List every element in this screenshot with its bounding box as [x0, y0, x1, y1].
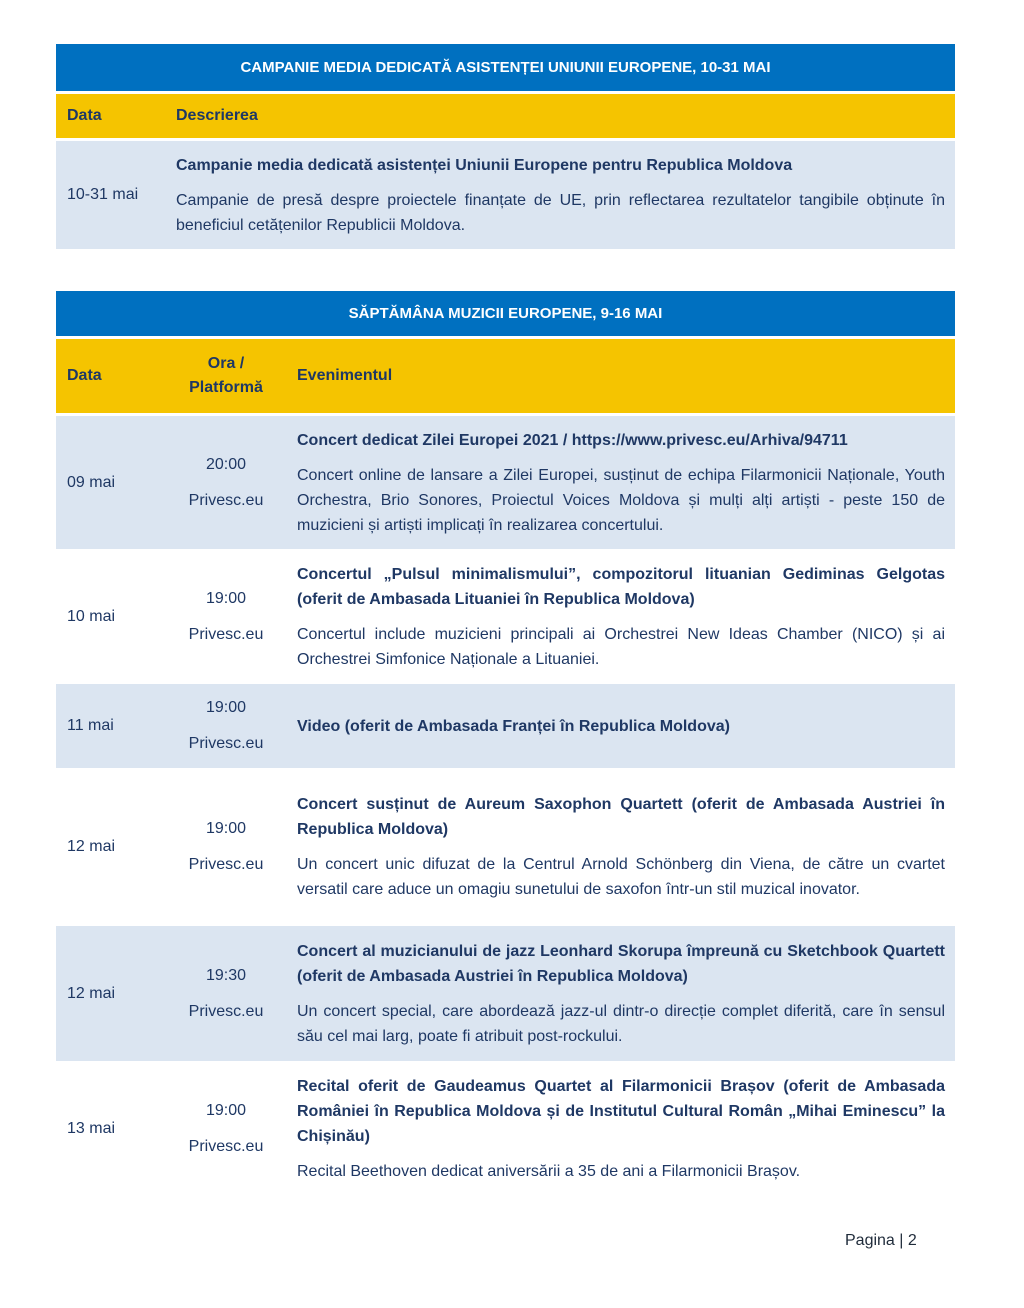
row-event [276, 714, 955, 739]
row-hour: 19:30 [205, 966, 247, 984]
row-title: Concert dedicat Zilei Europei 2021 / https://www.privesc.eu/Arhiva/94711 [297, 431, 848, 449]
row-platform: Privesc.eu [188, 856, 264, 873]
row-time [176, 690, 276, 762]
header-time-line1: Ora / [207, 355, 245, 372]
header-time [176, 352, 276, 400]
row-platform: Privesc.eu [188, 625, 264, 643]
row-time [176, 811, 276, 883]
row-title: Recital oferit de Gaudeamus Quartet al Filarmonicii Brașov (oferit de Ambasada României în Republica Moldova și de Institutul Cultural Român „Mihai Eminescu” la Chișinău) [297, 1077, 945, 1145]
row-time [176, 581, 276, 653]
table-row [56, 1061, 955, 1196]
row-title: Concert al muzicianului de jazz Leonhard Skorupa împreună cu Sketchbook Quartett (oferit de Ambasada Austriei în Republica Moldova) [297, 942, 945, 985]
row-platform: Privesc.eu [188, 735, 264, 752]
campaign-table [56, 44, 955, 249]
music-week-banner: SĂPTĂMÂNA MUZICII EUROPENE, 9-16 MAI [56, 291, 955, 339]
row-time [176, 1093, 276, 1165]
row-date: 12 mai [67, 984, 116, 1002]
row-description [176, 153, 955, 238]
header-date: Data [67, 367, 102, 384]
row-date: 09 mai [67, 473, 116, 491]
row-date: 12 mai [67, 838, 116, 855]
page-number: Pagina | 2 [845, 1232, 917, 1249]
row-body: Un concert special, care abordează jazz-ul dintr-o direcție complet diferită, care în sensul său cel mai larg, poate fi atribuit post-rockului. [297, 1002, 945, 1045]
table-row [56, 926, 955, 1061]
header-description: Descrierea [176, 107, 258, 124]
row-body: Un concert unic difuzat de la Centrul Arnold Schönberg din Viena, de către un cvartet versatil care aduce un omagiu sunetului de saxofon într-un stil muzical inovator. [297, 856, 945, 898]
row-date: 13 mai [67, 1119, 116, 1137]
row-hour: 19:00 [205, 699, 247, 716]
row-hour: 19:00 [205, 589, 247, 607]
music-week-table [56, 291, 955, 1196]
music-week-header-row [56, 339, 955, 416]
table-row [56, 141, 955, 249]
row-platform: Privesc.eu [188, 1137, 264, 1155]
row-time [176, 958, 276, 1030]
row-title: Campanie media dedicată asistenței Uniunii Europene pentru Republica Moldova [176, 156, 793, 174]
row-hour: 19:00 [205, 1101, 247, 1119]
row-title: Concertul „Pulsul minimalismului”, compozitorul lituanian Gediminas Gelgotas (oferit de Ambasada Lituaniei în Republica Moldova) [297, 565, 945, 608]
row-body: Recital Beethoven dedicat aniversării a 35 de ani a Filarmonicii Brașov. [297, 1162, 801, 1180]
row-hour: 19:00 [205, 820, 247, 837]
row-title: Concert susținut de Aureum Saxophon Quartett (oferit de Ambasada Austriei în Republica Moldova) [297, 796, 945, 838]
row-date: 10 mai [67, 607, 116, 625]
row-body: Campanie de presă despre proiectele finanțate de UE, prin reflectarea rezultatelor tangibile obținute în beneficiul cetățenilor Republicii Moldova. [176, 191, 945, 234]
row-event [276, 939, 955, 1049]
header-event: Evenimentul [297, 367, 393, 384]
row-hour: 20:00 [205, 455, 247, 473]
row-event [276, 792, 955, 902]
table-row [56, 549, 955, 684]
campaign-banner: CAMPANIE MEDIA DEDICATĂ ASISTENȚEI UNIUNII EUROPENE, 10-31 MAI [56, 44, 955, 94]
header-time-line2: Platformă [189, 379, 263, 396]
header-date: Data [67, 107, 102, 124]
row-event [276, 1074, 955, 1184]
table-row [56, 416, 955, 549]
row-date: 10-31 mai [67, 186, 139, 203]
table-row [56, 768, 955, 926]
row-date: 11 mai [67, 717, 114, 734]
row-platform: Privesc.eu [188, 1002, 264, 1020]
row-body: Concert online de lansare a Zilei Europei, susținut de echipa Filarmonicii Naționale, Youth Orchestra, Brio Sonores, Proiectul Voices Moldova și mulți alți artiști - peste 150 de muzicieni și artiști implicați în realizarea concertului. [297, 466, 945, 534]
row-title: Video (oferit de Ambasada Franței în Republica Moldova) [297, 717, 730, 735]
row-platform: Privesc.eu [188, 491, 264, 509]
row-event [276, 428, 955, 538]
row-time [176, 447, 276, 519]
table-row [56, 684, 955, 768]
row-body: Concertul include muzicieni principali ai Orchestrei New Ideas Chamber (NICO) și ai Orchestrei Simfonice Naționale a Lituaniei. [297, 625, 945, 668]
campaign-header-row [56, 94, 955, 141]
row-event [276, 562, 955, 672]
